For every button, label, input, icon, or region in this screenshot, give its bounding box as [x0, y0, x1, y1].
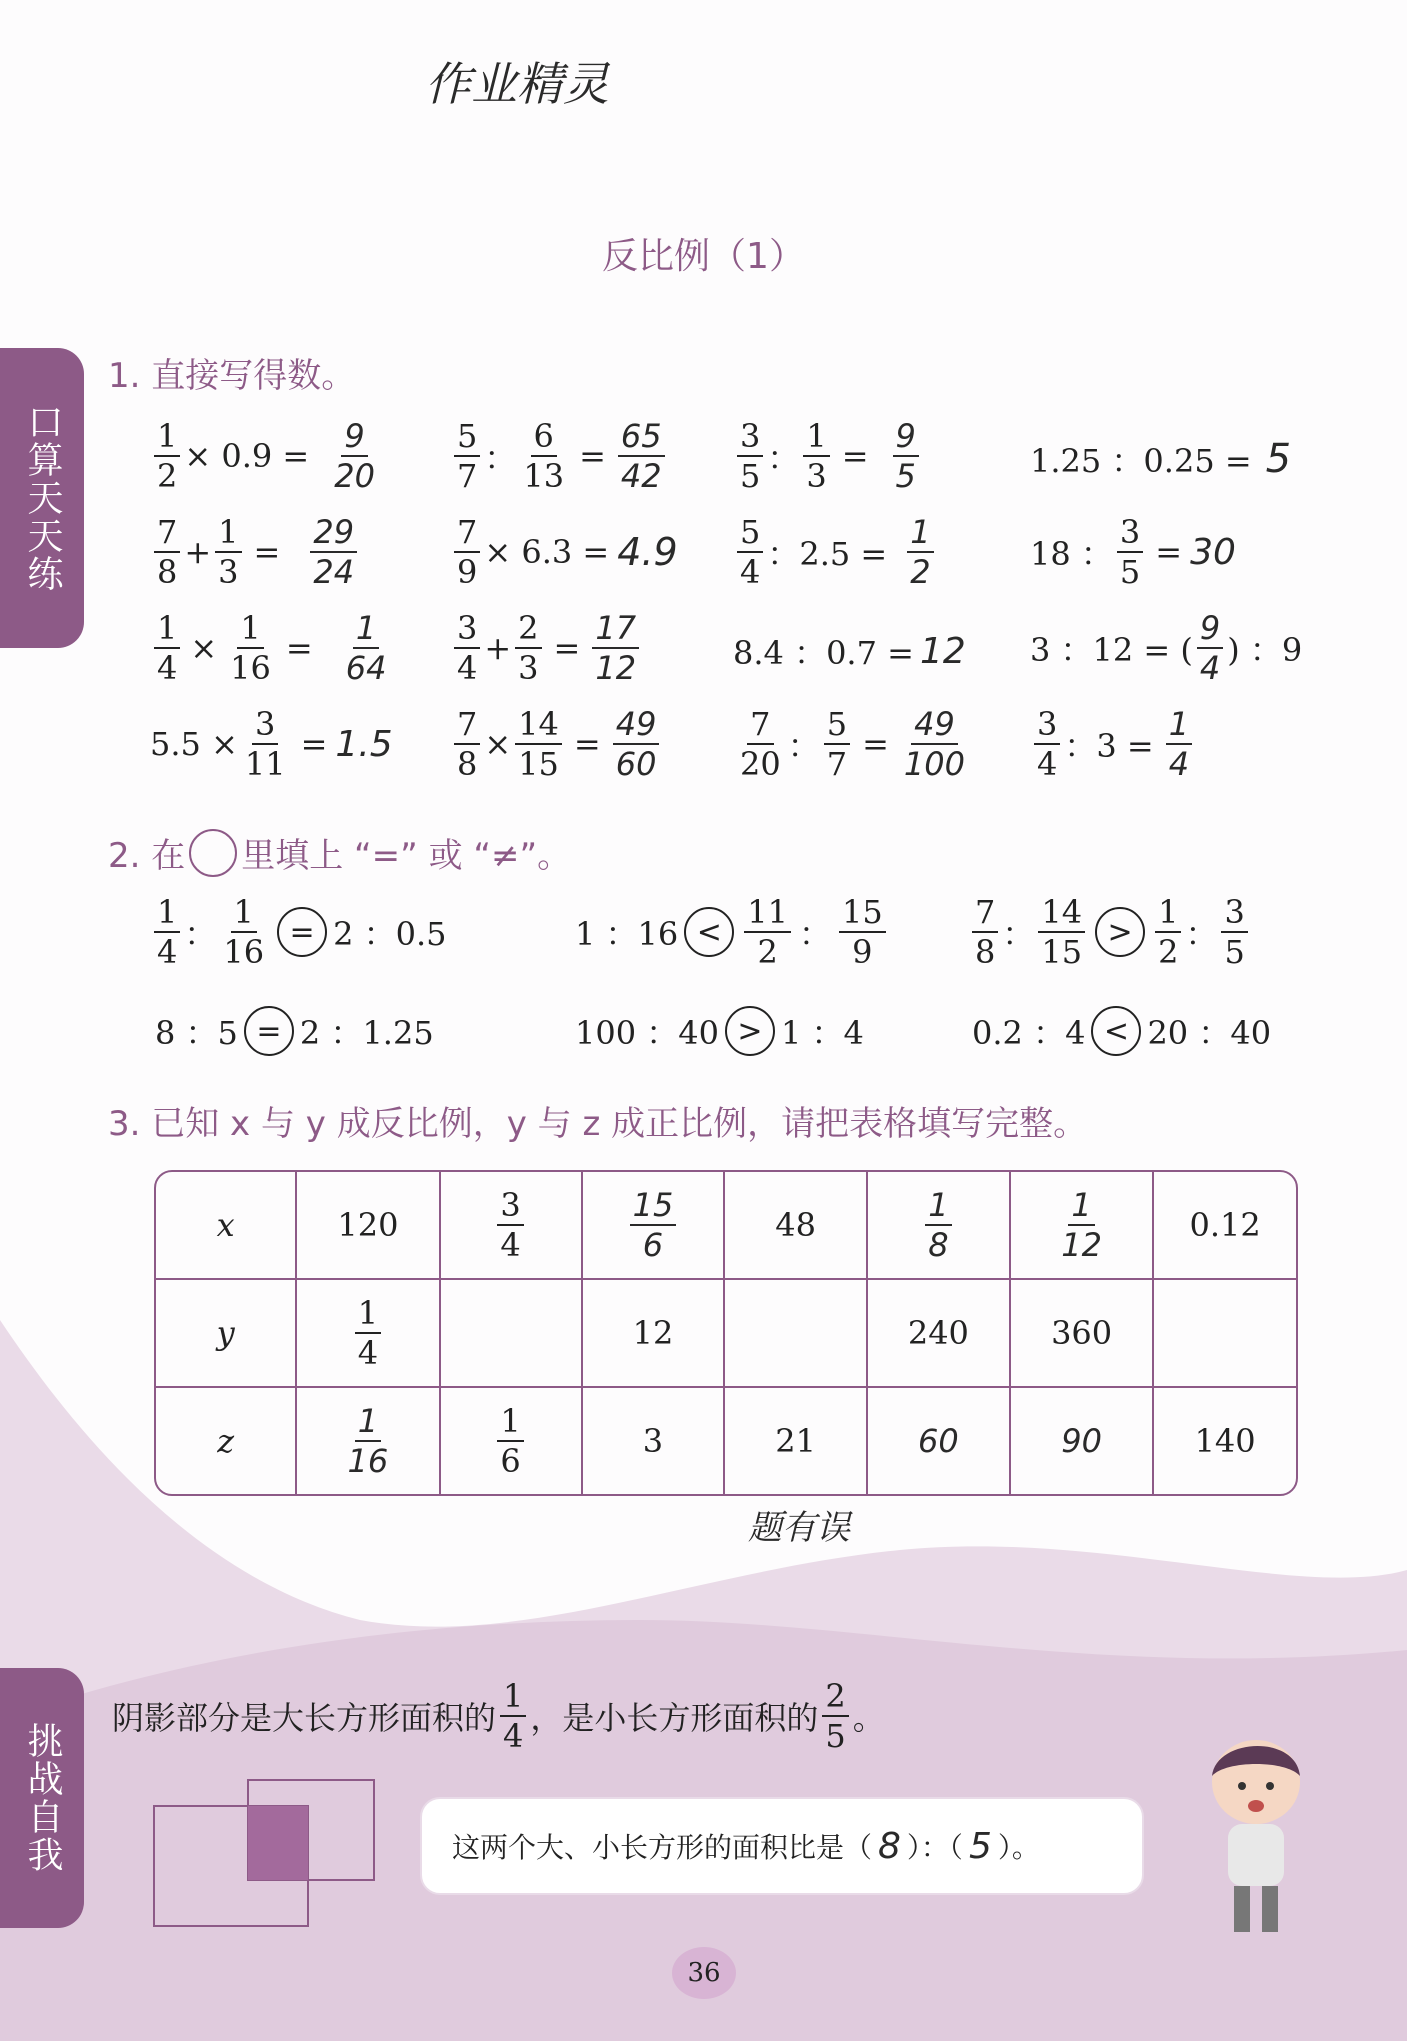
q3-table	[154, 1170, 1298, 1496]
q1-item: 3 ：12 = ( $\frac{9}{4}$ ) ：9	[1030, 609, 1303, 687]
q1-item: $\frac{3}{4}$ ：3 = $\frac{1}{4}$	[1030, 708, 1196, 780]
q2-item: 100 ：40 > 1 ：4	[575, 1006, 864, 1056]
challenge-statement: 阴影部分是大长方形面积的 $\frac{1}{4}$ ，是小长方形面积的 $\frac{2}{5}$ 。	[112, 1677, 885, 1755]
q1-item: $\frac{7}{8}$ + $\frac{1}{3}$ = $\frac{29}{24}$	[150, 516, 361, 588]
table-row: y $\frac{1}{4}$ 12 240 360	[156, 1280, 1296, 1388]
side-tab-oral: 口算天天练	[0, 348, 84, 648]
table-row: z $\frac{1}{16}$ $\frac{1}{6}$ 3 21 60 90 140	[156, 1388, 1296, 1494]
handwritten-note: 题有误	[748, 1508, 850, 1548]
q2-item: 8 ：5 = 2 ：1.25	[155, 1006, 434, 1056]
rectangles-diagram	[150, 1776, 390, 1932]
q2-item: 0.2 ：4 < 20 ：40	[972, 1006, 1271, 1056]
q2-item: 1 ：16 < $\frac{11}{2}$ ： $\frac{15}{9}$	[575, 896, 890, 968]
q1-item: $\frac{7}{9}$ × 6.3 = 4.9	[450, 516, 678, 588]
q1-item: $\frac{1}{4}$ × $\frac{1}{16}$ = $\frac{1}{64}$	[150, 612, 393, 684]
q2-item: $\frac{1}{4}$ ： $\frac{1}{16}$ = 2 ：0.5	[150, 896, 447, 968]
q1-item: $\frac{3}{5}$ ： $\frac{1}{3}$ = $\frac{9}{5}$	[733, 420, 923, 492]
q1-item: $\frac{7}{20}$ ： $\frac{5}{7}$ = $\frac{49}{100}$	[740, 705, 965, 783]
page-number: 36	[672, 1947, 736, 1999]
q1-item: $\frac{1}{2}$ × 0.9 = $\frac{9}{20}$	[150, 420, 382, 492]
handwritten-header: 作业精灵	[425, 57, 609, 111]
q1-heading: 1. 直接写得数。	[108, 356, 356, 396]
q2-heading: 2. 在 里填上 “=” 或 “≠”。	[108, 828, 571, 877]
q1-item: 8.4 ：0.7 = 12	[733, 630, 966, 672]
q1-item: 5.5 × $\frac{3}{11}$ = 1.5	[150, 705, 393, 783]
q1-item: $\frac{5}{4}$ ：2.5 = $\frac{1}{2}$	[733, 516, 938, 588]
q1-item: $\frac{7}{8}$ × $\frac{14}{15}$ = $\frac{49}{60}$	[450, 708, 663, 780]
side-tab-challenge: 挑战自我	[0, 1668, 84, 1928]
table-row: x 120 $\frac{3}{4}$ $\frac{15}{6}$ 48 $\frac{1}{8}$ $\frac{1}{12}$ 0.12	[156, 1172, 1296, 1280]
q1-item: $\frac{3}{4}$ + $\frac{2}{3}$ = $\frac{17}{12}$	[450, 612, 643, 684]
empty-circle-icon	[189, 829, 237, 877]
page-title: 反比例（1）	[602, 236, 805, 277]
answer-bubble: 这两个大、小长方形的面积比是（ 8 ）：（ 5 ）。	[420, 1797, 1144, 1895]
q1-item: $\frac{5}{7}$ ： $\frac{6}{13}$ = $\frac{65}{42}$	[450, 420, 669, 492]
q1-item: 1.25 ：0.25 = 5	[1030, 436, 1292, 482]
q1-item: 18 ： $\frac{3}{5}$ = 30	[1030, 513, 1236, 591]
cartoon-boy-icon	[1186, 1730, 1326, 1940]
q3-heading: 3. 已知 x 与 y 成反比例，y 与 z 成正比例，请把表格填写完整。	[108, 1104, 1088, 1144]
q2-item: $\frac{7}{8}$ ： $\frac{14}{15}$ > $\frac{1}{2}$ ： $\frac{3}{5}$	[968, 896, 1252, 968]
